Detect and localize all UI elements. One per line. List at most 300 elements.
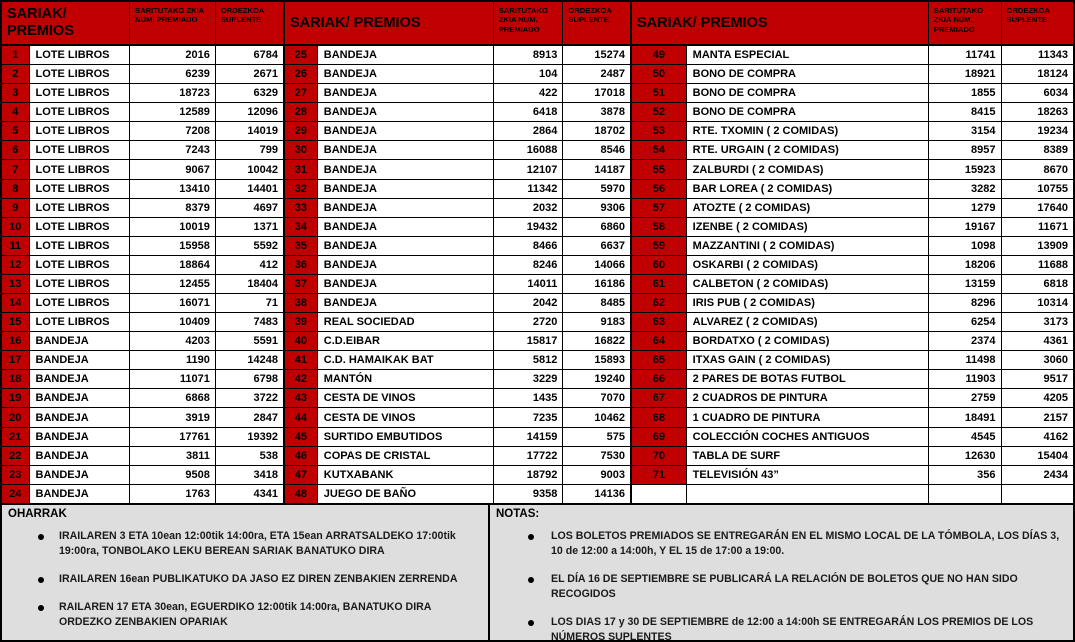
- winner-number: 15817: [494, 332, 564, 350]
- prize-name: COLECCIÓN COCHES ANTIGUOS: [687, 428, 929, 446]
- substitute-number: 17018: [594, 87, 625, 100]
- prize-name: ALVAREZ ( 2 COMIDAS): [687, 313, 929, 331]
- row-number: 66: [632, 370, 687, 388]
- prize-row: [632, 408, 1073, 427]
- note-item: LOS DIAS 17 y 30 DE SEPTIEMBRE de 12:00 a 14:00h SE ENTREGARÁN LOS PREMIOS DE LOS NÚMEROS SUPLENTES: [496, 615, 1065, 642]
- prize-name: CESTA DE VINOS: [318, 389, 494, 407]
- row-number: 58: [632, 218, 687, 236]
- substitute-number: 8546: [600, 144, 625, 157]
- prize-row: [2, 351, 283, 370]
- prize-name: LOTE LIBROS: [30, 256, 131, 274]
- winner-number: 6868: [130, 389, 216, 407]
- prize-name: BANDEJA: [318, 199, 494, 217]
- substitute-number: 11671: [1037, 220, 1068, 233]
- prize-name: BANDEJA: [30, 485, 131, 503]
- row-number: 61: [632, 275, 687, 293]
- prize-row: [285, 103, 630, 122]
- substitute-number: 10314: [1037, 297, 1068, 310]
- row-number: 32: [285, 180, 318, 198]
- prize-row: [632, 485, 1073, 503]
- row-number: 37: [285, 275, 318, 293]
- winner-number: 12589: [130, 103, 216, 121]
- prize-row: [2, 218, 283, 237]
- prize-name: COPAS DE CRISTAL: [318, 447, 494, 465]
- substitute-number: 2487: [600, 68, 625, 81]
- prize-name: LOTE LIBROS: [30, 46, 131, 64]
- prize-row: [285, 408, 630, 427]
- substitute-number: 3173: [1043, 316, 1068, 329]
- winner-number: 14011: [494, 275, 564, 293]
- notas-box: [488, 503, 1075, 642]
- prize-row: [285, 65, 630, 84]
- prize-row: [2, 65, 283, 84]
- prize-row: [632, 180, 1073, 199]
- prize-name: LOTE LIBROS: [30, 199, 131, 217]
- prize-name: RTE. TXOMIN ( 2 COMIDAS): [687, 122, 929, 140]
- prize-row: [632, 389, 1073, 408]
- prize-name: LOTE LIBROS: [30, 313, 131, 331]
- substitute-number: 13909: [1037, 239, 1068, 252]
- prize-row: [632, 218, 1073, 237]
- prize-row: [632, 275, 1073, 294]
- winner-number: 2032: [494, 199, 564, 217]
- prize-name: LOTE LIBROS: [30, 65, 131, 83]
- substitute-number: 1371: [253, 220, 278, 233]
- row-number: 70: [632, 447, 687, 465]
- substitute-number: 18263: [1037, 106, 1068, 119]
- prize-name: 2 CUADROS DE PINTURA: [687, 389, 929, 407]
- winner-number: 9358: [494, 485, 564, 503]
- prize-row: [2, 408, 283, 427]
- row-number: 38: [285, 294, 318, 312]
- prize-name: BANDEJA: [30, 370, 131, 388]
- prize-row: [2, 370, 283, 389]
- prize-name: BONO DE COMPRA: [687, 103, 929, 121]
- substitute-number: 4205: [1043, 392, 1068, 405]
- winner-number: 5812: [494, 351, 564, 369]
- prize-name: BANDEJA: [318, 122, 494, 140]
- prize-name: BANDEJA: [318, 103, 494, 121]
- prize-row: [285, 332, 630, 351]
- winner-number: 9067: [130, 160, 216, 178]
- prize-name: BANDEJA: [318, 218, 494, 236]
- winner-number: 16088: [494, 141, 564, 159]
- winner-number: 12455: [130, 275, 216, 293]
- header-winner-column: SARITUTAKO ZKIA NUM. PREMIADO: [130, 2, 216, 44]
- row-number: 28: [285, 103, 318, 121]
- note-item: IRAILAREN 3 ETA 10ean 12:00tik 14:00ra, ETA 15ean ARRATSALDEKO 17:00tik 19:00ra, TONBOLAKO LEKU BEREAN SARIAK BANATUKO DIRA: [8, 529, 480, 559]
- winner-number: 12107: [494, 160, 564, 178]
- row-number: 51: [632, 84, 687, 102]
- notes-section: [0, 503, 1075, 642]
- prize-name: C.D.EIBAR: [318, 332, 494, 350]
- winner-number: 3919: [130, 408, 216, 426]
- prize-row: [632, 199, 1073, 218]
- row-number: 59: [632, 237, 687, 255]
- prize-row: [2, 103, 283, 122]
- winner-number: 1190: [130, 351, 216, 369]
- row-number: 12: [2, 256, 30, 274]
- prize-name: C.D. HAMAIKAK BAT: [318, 351, 494, 369]
- substitute-number: 9306: [600, 201, 625, 214]
- substitute-number: 6860: [600, 220, 625, 233]
- winner-number: 11342: [494, 180, 564, 198]
- winner-number: 7208: [130, 122, 216, 140]
- substitute-number: 17640: [1037, 201, 1068, 214]
- prize-name: RTE. URGAIN ( 2 COMIDAS): [687, 141, 929, 159]
- prize-row: [285, 237, 630, 256]
- row-number: 35: [285, 237, 318, 255]
- prize-name: BAR LOREA ( 2 COMIDAS): [687, 180, 929, 198]
- winner-number: 18206: [929, 256, 1002, 274]
- prize-row: [285, 256, 630, 275]
- substitute-number: 18404: [247, 277, 278, 290]
- prize-name: BANDEJA: [30, 428, 131, 446]
- row-number: 68: [632, 408, 687, 426]
- row-number: 50: [632, 65, 687, 83]
- prize-row: [285, 447, 630, 466]
- winner-number: 1435: [494, 389, 564, 407]
- row-number: 44: [285, 408, 318, 426]
- row-number: 57: [632, 199, 687, 217]
- row-number: 15: [2, 313, 30, 331]
- substitute-number: 10755: [1037, 182, 1068, 195]
- row-number: 64: [632, 332, 687, 350]
- row-number: 43: [285, 389, 318, 407]
- row-number: 36: [285, 256, 318, 274]
- substitute-number: 4361: [1043, 335, 1068, 348]
- prize-row: [2, 256, 283, 275]
- winner-number: 3811: [130, 447, 216, 465]
- winner-number: 1098: [929, 237, 1002, 255]
- prize-name: MAZZANTINI ( 2 COMIDAS): [687, 237, 929, 255]
- prize-name: IZENBE ( 2 COMIDAS): [687, 218, 929, 236]
- prize-row: [632, 256, 1073, 275]
- table-header: [2, 2, 283, 46]
- row-number: 56: [632, 180, 687, 198]
- prize-table-1: [0, 0, 285, 505]
- row-number: 19: [2, 389, 30, 407]
- winner-number: 8415: [929, 103, 1002, 121]
- prize-row: [285, 199, 630, 218]
- winner-number: 13410: [130, 180, 216, 198]
- prize-row: [632, 65, 1073, 84]
- winner-number: 13159: [929, 275, 1002, 293]
- winner-number: 6239: [130, 65, 216, 83]
- notas-list: [496, 529, 1065, 642]
- prize-row: [285, 466, 630, 485]
- prize-row: [285, 428, 630, 447]
- winner-number: 4545: [929, 428, 1002, 446]
- row-number: 22: [2, 447, 30, 465]
- prize-name: LOTE LIBROS: [30, 122, 131, 140]
- prize-row: [2, 389, 283, 408]
- substitute-number: 3060: [1043, 354, 1068, 367]
- substitute-number: 6329: [253, 87, 278, 100]
- prize-name: ATOZTE ( 2 COMIDAS): [687, 199, 929, 217]
- prize-row: [632, 428, 1073, 447]
- substitute-number: 16822: [594, 335, 625, 348]
- substitute-number: 15404: [1037, 449, 1068, 462]
- prize-name: CESTA DE VINOS: [318, 408, 494, 426]
- winner-number: 15958: [130, 237, 216, 255]
- prize-row: [285, 160, 630, 179]
- row-number: 24: [2, 485, 30, 503]
- substitute-number: 3878: [600, 106, 625, 119]
- prize-row: [2, 237, 283, 256]
- row-number: 54: [632, 141, 687, 159]
- winner-number: 8296: [929, 294, 1002, 312]
- row-number: 46: [285, 447, 318, 465]
- prize-name: BONO DE COMPRA: [687, 65, 929, 83]
- winner-number: [929, 485, 1002, 503]
- row-number: 17: [2, 351, 30, 369]
- winner-number: 2042: [494, 294, 564, 312]
- row-number: [632, 485, 687, 503]
- prize-row: [2, 46, 283, 65]
- winner-number: 11741: [929, 46, 1002, 64]
- prize-row: [285, 180, 630, 199]
- substitute-number: 6784: [253, 49, 278, 62]
- winner-number: 17761: [130, 428, 216, 446]
- row-number: 7: [2, 160, 30, 178]
- header-winner-column: SARITUTAKO ZKIA NUM. PREMIADO: [494, 2, 564, 44]
- prize-row: [285, 84, 630, 103]
- row-number: 2: [2, 65, 30, 83]
- winner-number: 7243: [130, 141, 216, 159]
- winner-number: 2759: [929, 389, 1002, 407]
- prize-name: LOTE LIBROS: [30, 275, 131, 293]
- prize-name: JUEGO DE BAÑO: [318, 485, 494, 503]
- substitute-number: 5592: [253, 239, 278, 252]
- prize-name: BANDEJA: [318, 160, 494, 178]
- prize-row: [285, 389, 630, 408]
- prize-row: [2, 332, 283, 351]
- winner-number: 2864: [494, 122, 564, 140]
- winner-number: 356: [929, 466, 1002, 484]
- prize-row: [632, 141, 1073, 160]
- prize-name: REAL SOCIEDAD: [318, 313, 494, 331]
- row-number: 23: [2, 466, 30, 484]
- substitute-number: 6818: [1043, 277, 1068, 290]
- prize-name: LOTE LIBROS: [30, 237, 131, 255]
- winner-number: 16071: [130, 294, 216, 312]
- prize-row: [285, 313, 630, 332]
- substitute-number: 575: [606, 430, 625, 443]
- winner-number: 10019: [130, 218, 216, 236]
- substitute-number: 5591: [253, 335, 278, 348]
- prize-row: [632, 160, 1073, 179]
- prize-name: LOTE LIBROS: [30, 180, 131, 198]
- row-number: 9: [2, 199, 30, 217]
- row-number: 49: [632, 46, 687, 64]
- oharrak-box: [0, 503, 490, 642]
- prize-name: BANDEJA: [318, 84, 494, 102]
- prize-name: BANDEJA: [30, 447, 131, 465]
- row-number: 26: [285, 65, 318, 83]
- substitute-number: 8389: [1043, 144, 1068, 157]
- winner-number: 11903: [929, 370, 1002, 388]
- winner-number: 11498: [929, 351, 1002, 369]
- prize-name: LOTE LIBROS: [30, 141, 131, 159]
- substitute-number: 12096: [247, 106, 278, 119]
- header-substitute-column: ORDEZKOA SUPLENTE: [568, 6, 612, 25]
- prize-row: [632, 351, 1073, 370]
- substitute-number: 7070: [600, 392, 625, 405]
- prize-name: [687, 485, 929, 503]
- prize-row: [285, 370, 630, 389]
- winner-number: 18792: [494, 466, 564, 484]
- prize-name: TABLA DE SURF: [687, 447, 929, 465]
- prize-name: BANDEJA: [318, 237, 494, 255]
- prize-row: [2, 447, 283, 466]
- substitute-number: 3418: [253, 468, 278, 481]
- prize-row: [632, 122, 1073, 141]
- prize-row: [632, 370, 1073, 389]
- prize-name: ITXAS GAIN ( 2 COMIDAS): [687, 351, 929, 369]
- winner-number: 19167: [929, 218, 1002, 236]
- oharrak-title: OHARRAK: [8, 508, 67, 520]
- substitute-number: 6637: [600, 239, 625, 252]
- header-title: SARIAK/ PREMIOS: [285, 2, 494, 44]
- substitute-number: 10462: [594, 411, 625, 424]
- row-number: 20: [2, 408, 30, 426]
- row-number: 30: [285, 141, 318, 159]
- prize-row: [2, 141, 283, 160]
- row-number: 34: [285, 218, 318, 236]
- substitute-number: 9003: [600, 468, 625, 481]
- winner-number: 18864: [130, 256, 216, 274]
- winner-number: 8913: [494, 46, 564, 64]
- substitute-number: 19234: [1037, 125, 1068, 138]
- substitute-number: 14066: [594, 258, 625, 271]
- prize-name: BANDEJA: [30, 408, 131, 426]
- prize-name: OSKARBI ( 2 COMIDAS): [687, 256, 929, 274]
- row-number: 53: [632, 122, 687, 140]
- winner-number: 422: [494, 84, 564, 102]
- prize-name: SURTIDO EMBUTIDOS: [318, 428, 494, 446]
- prize-name: CALBETON ( 2 COMIDAS): [687, 275, 929, 293]
- winner-number: 19432: [494, 218, 564, 236]
- substitute-number: 15274: [594, 49, 625, 62]
- prize-name: LOTE LIBROS: [30, 84, 131, 102]
- prize-name: BANDEJA: [318, 275, 494, 293]
- substitute-number: 18124: [1037, 68, 1068, 81]
- prize-name: MANTA ESPECIAL: [687, 46, 929, 64]
- prize-row: [2, 313, 283, 332]
- prize-row: [285, 218, 630, 237]
- prize-name: 2 PARES DE BOTAS FUTBOL: [687, 370, 929, 388]
- prize-name: MANTÓN: [318, 370, 494, 388]
- winner-number: 8379: [130, 199, 216, 217]
- row-number: 42: [285, 370, 318, 388]
- prize-table-2: [283, 0, 632, 505]
- substitute-number: 2157: [1043, 411, 1068, 424]
- winner-number: 2720: [494, 313, 564, 331]
- row-number: 41: [285, 351, 318, 369]
- substitute-number: 4162: [1043, 430, 1068, 443]
- substitute-number: 14136: [594, 487, 625, 500]
- prize-name: BANDEJA: [318, 46, 494, 64]
- winner-number: 6254: [929, 313, 1002, 331]
- row-number: 63: [632, 313, 687, 331]
- winner-number: 3282: [929, 180, 1002, 198]
- substitute-number: 14248: [247, 354, 278, 367]
- winner-number: 3154: [929, 122, 1002, 140]
- row-number: 45: [285, 428, 318, 446]
- substitute-number: 6798: [253, 373, 278, 386]
- row-number: 13: [2, 275, 30, 293]
- row-number: 21: [2, 428, 30, 446]
- winner-number: 1279: [929, 199, 1002, 217]
- prize-name: KUTXABANK: [318, 466, 494, 484]
- winner-number: 18723: [130, 84, 216, 102]
- prize-row: [285, 275, 630, 294]
- winner-number: 8957: [929, 141, 1002, 159]
- row-number: 29: [285, 122, 318, 140]
- row-number: 60: [632, 256, 687, 274]
- winner-number: 15923: [929, 160, 1002, 178]
- winner-number: 18921: [929, 65, 1002, 83]
- prize-row: [285, 122, 630, 141]
- prize-name: BANDEJA: [318, 180, 494, 198]
- row-number: 8: [2, 180, 30, 198]
- oharrak-list: [8, 529, 480, 630]
- substitute-number: 8485: [600, 297, 625, 310]
- substitute-number: 9517: [1043, 373, 1068, 386]
- substitute-number: 5970: [600, 182, 625, 195]
- substitute-number: 71: [265, 297, 278, 310]
- winner-number: 3229: [494, 370, 564, 388]
- note-item: RAILAREN 17 ETA 30ean, EGUERDIKO 12:00tik 14:00ra, BANATUKO DIRA ORDEZKO ZENBAKIEN OPARIAK: [8, 600, 480, 630]
- winner-number: 11071: [130, 370, 216, 388]
- substitute-number: 11343: [1037, 49, 1068, 62]
- row-number: 14: [2, 294, 30, 312]
- row-number: 11: [2, 237, 30, 255]
- note-item: LOS BOLETOS PREMIADOS SE ENTREGARÁN EN EL MISMO LOCAL DE LA TÓMBOLA, LOS DÍAS 3, 10 de 12:00 a 14:00h, Y EL 15 de 17:00 a 19:00.: [496, 529, 1065, 559]
- substitute-number: 4341: [253, 487, 278, 500]
- row-number: 65: [632, 351, 687, 369]
- row-number: 52: [632, 103, 687, 121]
- prize-name: BONO DE COMPRA: [687, 84, 929, 102]
- substitute-number: [1002, 485, 1073, 503]
- header-title: SARIAK/ PREMIOS: [632, 2, 929, 44]
- substitute-number: 14401: [247, 182, 278, 195]
- prize-name: 1 CUADRO DE PINTURA: [687, 408, 929, 426]
- prize-row: [2, 428, 283, 447]
- row-number: 4: [2, 103, 30, 121]
- winner-number: 104: [494, 65, 564, 83]
- substitute-number: 10042: [247, 163, 278, 176]
- prize-name: LOTE LIBROS: [30, 218, 131, 236]
- winner-number: 18491: [929, 408, 1002, 426]
- prize-name: BANDEJA: [318, 256, 494, 274]
- substitute-number: 11688: [1037, 258, 1068, 271]
- substitute-number: 412: [259, 258, 278, 271]
- notas-title: NOTAS:: [496, 508, 540, 520]
- prize-row: [632, 466, 1073, 485]
- row-number: 62: [632, 294, 687, 312]
- substitute-number: 3722: [253, 392, 278, 405]
- table-header: [285, 2, 630, 46]
- row-number: 5: [2, 122, 30, 140]
- prize-name: BANDEJA: [318, 294, 494, 312]
- header-substitute-column: ORDEZKOA SUPLENTE: [220, 6, 264, 25]
- prize-row: [632, 46, 1073, 65]
- winner-number: 8466: [494, 237, 564, 255]
- substitute-number: 2671: [253, 68, 278, 81]
- note-item: EL DÍA 16 DE SEPTIEMBRE SE PUBLICARÁ LA RELACIÓN DE BOLETOS QUE NO HAN SIDO RECOGIDOS: [496, 572, 1065, 602]
